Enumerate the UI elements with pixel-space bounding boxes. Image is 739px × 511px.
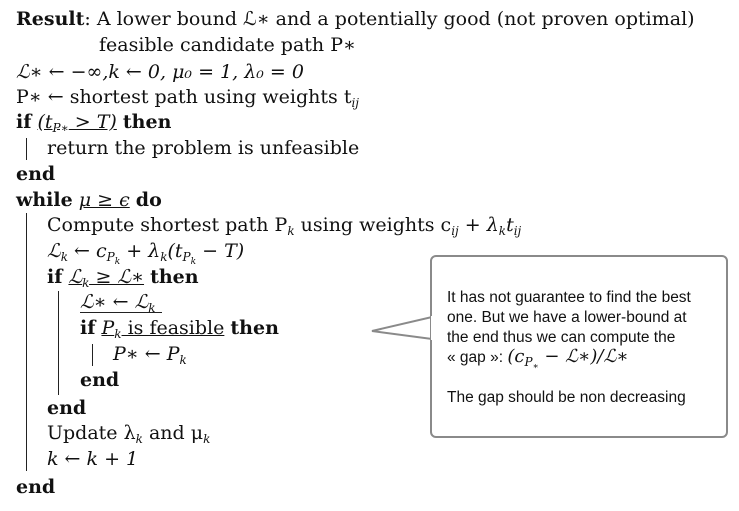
lk-rest: ← c bbox=[67, 240, 107, 262]
if-cond-rest: > T) bbox=[68, 111, 117, 133]
if-keyword-3: if bbox=[80, 317, 96, 339]
assign-l-text: ℒ∗ ← ℒ bbox=[80, 291, 149, 313]
while-block-bar bbox=[26, 213, 27, 471]
end-if-2: end bbox=[47, 397, 87, 419]
if-block-bar bbox=[26, 138, 27, 160]
compute-sub4: ij bbox=[513, 224, 522, 238]
if-condition bbox=[37, 111, 116, 133]
shortest-sub: ij bbox=[351, 96, 360, 110]
lk-sub: k bbox=[60, 250, 68, 264]
result-line bbox=[16, 7, 695, 31]
gap-formula-a: (c bbox=[507, 346, 525, 367]
result-label: Result bbox=[16, 8, 85, 30]
callout-line-2: one. But we have a lower-bound at bbox=[447, 309, 687, 326]
update-text: Update λ bbox=[47, 422, 136, 444]
gap-formula-b: − ℒ∗)/ℒ∗ bbox=[538, 346, 629, 367]
if-feasible-block-bar bbox=[92, 344, 93, 366]
then-keyword: then bbox=[122, 111, 172, 133]
compute-sub2: ij bbox=[451, 224, 459, 238]
if-keyword: if bbox=[16, 111, 32, 133]
lk-rest2: + λ bbox=[120, 240, 161, 262]
lk-sub2: P bbox=[106, 250, 115, 264]
end-if-3: end bbox=[80, 369, 120, 391]
assign-path bbox=[113, 342, 187, 372]
return-line: return the problem is unfeasible bbox=[47, 137, 360, 159]
lk-rest4: − T) bbox=[196, 240, 245, 262]
gap-formula-sub: P bbox=[524, 355, 533, 369]
lk-sub4-wrap bbox=[182, 250, 197, 267]
while-keyword: while bbox=[16, 189, 73, 211]
result-text: : A lower bound ℒ∗ and a potentially good (not proven optimal) bbox=[84, 8, 695, 30]
callout-line-3: the end thus we can compute the bbox=[447, 329, 676, 346]
end-while: end bbox=[16, 476, 56, 498]
compute-rest: using weights c bbox=[294, 214, 452, 236]
if3-cond-rest: is feasible bbox=[121, 317, 225, 339]
gap-label: « gap »: bbox=[447, 349, 508, 366]
then-keyword-3: then bbox=[230, 317, 279, 339]
compute-text: Compute shortest path P bbox=[47, 214, 288, 236]
lk-sub4: P bbox=[182, 250, 191, 264]
lk-subsub2: k bbox=[114, 257, 121, 267]
gap-formula bbox=[507, 346, 629, 372]
do-keyword: do bbox=[135, 189, 162, 211]
if2-cond-sub: k bbox=[82, 276, 90, 290]
lk-subsub4: k bbox=[190, 257, 197, 267]
if3-cond: P bbox=[101, 317, 115, 339]
callout-line-5: The gap should be non decreasing bbox=[447, 389, 686, 406]
while-condition: μ ≥ ϵ bbox=[78, 189, 130, 211]
shortest-text: P∗ ← shortest path using weights t bbox=[16, 86, 352, 108]
lk-text: ℒ bbox=[47, 240, 61, 262]
callout-line-4 bbox=[447, 347, 629, 377]
update-sub2: k bbox=[203, 432, 211, 446]
increment-line: k ← k + 1 bbox=[47, 448, 139, 470]
if-feasible-condition bbox=[101, 317, 224, 339]
result-line-2: feasible candidate path P∗ bbox=[99, 34, 356, 56]
compute-rest3: t bbox=[506, 214, 514, 236]
if-bound-condition bbox=[68, 266, 144, 288]
if2-cond: ℒ bbox=[68, 266, 83, 288]
gap-formula-subsub: ∗ bbox=[532, 362, 539, 372]
if-cond-text: (t bbox=[37, 111, 53, 133]
while-line bbox=[16, 188, 162, 212]
assign-p-sub: k bbox=[179, 353, 187, 367]
lk-rest3: (t bbox=[167, 240, 183, 262]
end-if-1: end bbox=[16, 163, 56, 185]
if-bound-block-bar bbox=[58, 291, 59, 395]
init-line: ℒ∗ ← −∞,k ← 0, μ₀ = 1, λ₀ = 0 bbox=[16, 61, 304, 83]
assign-l-sub: k bbox=[148, 301, 156, 315]
update-rest: and μ bbox=[142, 422, 204, 444]
then-keyword-2: then bbox=[150, 266, 199, 288]
compute-sub3: k bbox=[498, 224, 507, 238]
update-sub: k bbox=[135, 432, 143, 446]
if-cond-sub: P∗ bbox=[52, 121, 69, 135]
assign-p-text: P∗ ← P bbox=[113, 343, 180, 365]
callout-joint bbox=[431, 316, 435, 340]
callout-line-1: It has not guarantee to find the best bbox=[447, 289, 691, 306]
compute-sub: k bbox=[287, 224, 295, 238]
compute-rest2: + λ bbox=[458, 214, 499, 236]
if2-cond-rest: ≥ ℒ∗ bbox=[89, 266, 145, 288]
if-keyword-2: if bbox=[47, 266, 63, 288]
lk-sub3: k bbox=[160, 250, 168, 264]
lk-sub2-wrap bbox=[106, 250, 121, 267]
gap-sub-wrap bbox=[524, 355, 539, 372]
if3-cond-sub: k bbox=[114, 327, 122, 341]
assign-underline bbox=[80, 312, 162, 313]
